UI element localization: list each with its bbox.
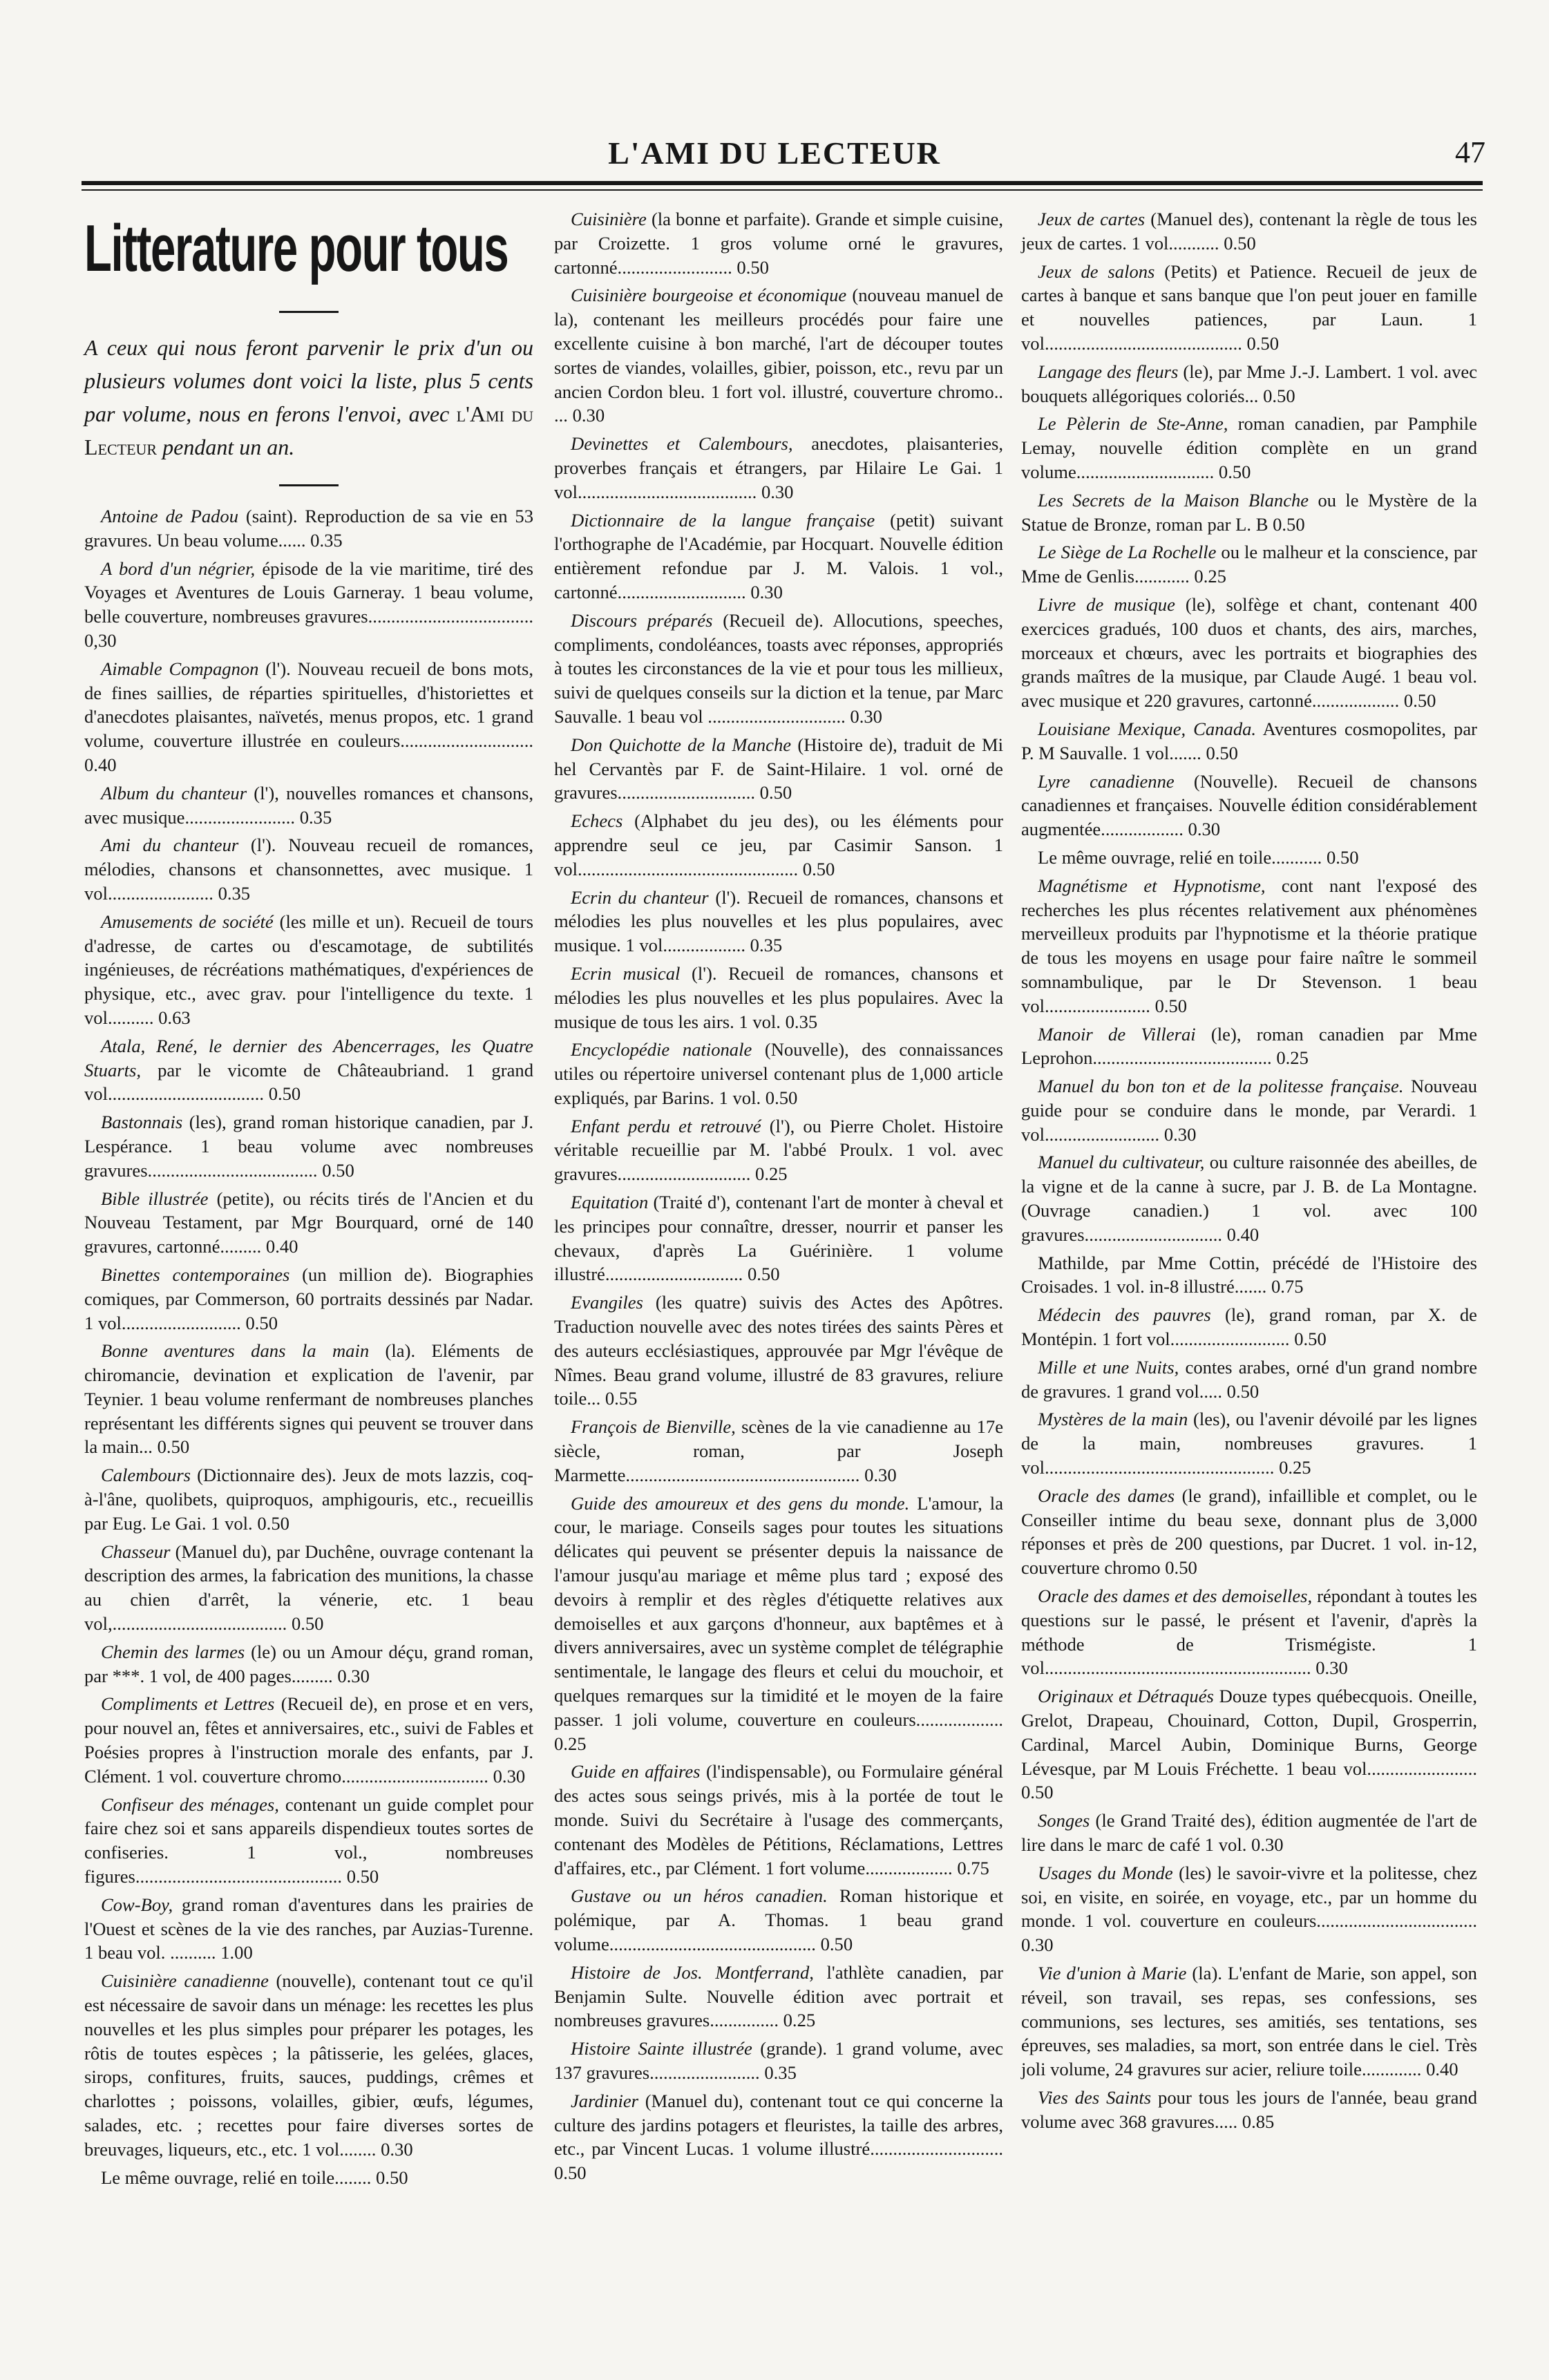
entry-description: (le), solfège et chant, contenant 400 exercices gradués, 100 duos et chants, des airs, marches, morceaux et chœurs, avec les portraits et biographies des grands maîtres de la musique, par Claude Augé. 1 beau vol. avec musique et 220 gravures, cartonné...................: [1021, 593, 1477, 712]
entry-title: Encyclopédie nationale: [571, 1039, 752, 1060]
entry-title: Evangiles: [571, 1292, 643, 1313]
entry-title: Manoir de Villerai: [1038, 1023, 1196, 1045]
catalogue-entry: [554, 1415, 1003, 1487]
catalogue-entry: [1021, 1074, 1477, 1146]
entry-title: Equitation: [571, 1192, 649, 1213]
entry-price: 0.50: [268, 1083, 301, 1105]
entry-description: (le Grand Traité des), édition augmentée de l'art de lire dans le marc de café 1 vol.: [1021, 1810, 1477, 1855]
entry-price: 0.63: [158, 1007, 191, 1028]
entry-price: 0.50: [1218, 461, 1251, 482]
entry-price: 0.50: [1021, 1782, 1054, 1803]
catalogue-entry: [1021, 846, 1477, 870]
entry-title: Guide des amoureux et des gens du monde.: [571, 1492, 910, 1514]
entry-title: Vies des Saints: [1038, 2086, 1152, 2108]
catalogue-entry: [84, 1339, 533, 1459]
column-2: [554, 207, 1003, 2189]
entry-price: 0.75: [1271, 1276, 1304, 1297]
catalogue-entry: [554, 733, 1003, 805]
entry-title: Album du chanteur: [101, 782, 247, 803]
separator-rule: [279, 311, 339, 313]
catalogue-entry: [84, 1463, 533, 1535]
entry-price: 0.30: [864, 1464, 897, 1485]
entry-price: 0.35: [310, 529, 343, 551]
catalogue-entry: [84, 557, 533, 653]
catalogue-entry: [554, 1114, 1003, 1186]
entry-title: Bastonnais: [101, 1112, 183, 1133]
entry-description: (Dictionnaire des). Jeux de mots lazzis, coq-à-l'âne, quolibets, quiproquos, amphigouris, etc., recueillis par Eug. Le Gai. 1 vol.: [84, 1465, 533, 1534]
entry-description: (l'). Nouveau recueil de bons mots, de fines saillies, de réparties spirituelles, d'historiettes et d'anecdotes plaisantes, naïvetés, menus propos, etc. 1 grand volume, couverture illustrée en couleurs.............................: [84, 658, 533, 752]
entry-title: Atala, René, le dernier des Abencerrages, les Quatre Stuarts,: [84, 1035, 533, 1080]
entry-description: (l'). Recueil de romances, chansons et mélodies les plus nouvelles et les plus populaires. Avec la musique de tous les airs. 1 vol.: [554, 962, 1004, 1032]
entry-price: 0.50: [554, 2162, 587, 2184]
entry-title: Antoine de Padou: [101, 506, 239, 526]
catalogue-entry: [84, 1640, 533, 1688]
catalogue-entry: [84, 910, 533, 1030]
entry-description: ou le Mystère de la Statue de Bronze, roman par L. B: [1021, 489, 1477, 535]
entry-price: 0.85: [1242, 2111, 1275, 2132]
entry-description: Le même ouvrage, relié en toile...........: [1038, 846, 1322, 868]
entry-description: scènes de la vie canadienne au 17e siècle, roman, par Joseph Marmette...................................................: [554, 1416, 1003, 1485]
catalogue-entry: [84, 1187, 533, 1259]
catalogue-entry: [554, 207, 1003, 279]
entry-price: 0.25: [1194, 566, 1226, 587]
entry-description: (Alphabet du jeu des), ou les éléments pour apprendre seul ce jeu, par Casimir Sanson. 1 vol................................................: [554, 810, 1003, 879]
entry-list: [554, 207, 1003, 2185]
entry-title: Jeux de salons: [1038, 260, 1155, 282]
entry-title: Don Quichotte de la Manche: [571, 734, 792, 755]
entry-price: 0.35: [750, 935, 783, 956]
catalogue-entry: [554, 1760, 1003, 1880]
entry-title: Aimable Compagnon: [101, 658, 259, 679]
catalogue-entry: [84, 1793, 533, 1889]
entry-description: pour tous les jours de l'année, beau grand volume avec 368 gravures.....: [1021, 2086, 1477, 2132]
entry-title: Les Secrets de la Maison Blanche: [1038, 489, 1309, 511]
entry-title: Manuel du cultivateur,: [1038, 1152, 1205, 1173]
catalogue-entry: [1021, 207, 1477, 256]
entry-title: Lyre canadienne: [1038, 770, 1175, 792]
entry-description: Roman historique et polémique, par A. Thomas. 1 beau grand volume.............................................: [554, 1885, 1003, 1954]
catalogue-entry: [554, 809, 1003, 881]
entry-price: 0.55: [605, 1388, 638, 1409]
entry-title: Cow-Boy,: [101, 1894, 173, 1915]
entry-description: grand roman d'aventures dans les prairies de l'Ouest et scènes de la vie des ranches, par Auzias-Turenne. 1 beau vol. ..........: [84, 1894, 533, 1963]
entry-description: Douze types québecquois. Oneille, Grelot, Drapeau, Chouinard, Cotton, Dupil, Grosperrin, Cardinal, Marcel Aubin, Dominique Burns, George Lévesque, par M Louis Fréchette. 1 beau vol........................: [1021, 1686, 1477, 1779]
catalogue-entry: [84, 1110, 533, 1182]
entry-title: Usages du Monde: [1038, 1862, 1173, 1883]
entry-title: Dictionnaire de la langue française: [571, 509, 875, 531]
catalogue-entry: [1021, 1251, 1477, 1300]
catalogue-entry: [84, 504, 533, 553]
entry-description: (Recueil de). Allocutions, speeches, compliments, condoléances, toasts avec réponses, appropriés à toutes les circonstances de la vie et pour tous les millieux, suivi de quelques conseils sur la diction et la tenue, par Marc Sauvalle. 1 beau vol ..............................: [554, 609, 1004, 727]
intro-text: A ceux qui nous feront parvenir le prix d'un ou plusieurs volumes dont voici la liste, plus 5 cents par volume, nous en ferons l'envoi, avec: [84, 335, 533, 426]
entry-price: 0.35: [218, 882, 251, 904]
entry-title: Devinettes et Calembours,: [571, 433, 793, 455]
entry-title: Histoire Sainte illustrée: [571, 2038, 752, 2059]
entry-price: 0.30: [1188, 819, 1221, 840]
catalogue-entry: [554, 1190, 1003, 1286]
catalogue-entry: [554, 2037, 1003, 2085]
entry-title: Originaux et Détraqués: [1038, 1686, 1214, 1707]
catalogue-entry: [84, 1263, 533, 1335]
running-title: L'AMI DU LECTEUR: [608, 135, 941, 171]
entry-price: 0.50: [737, 256, 769, 278]
catalogue-entry: [1021, 1809, 1477, 1857]
entry-title: Amusements de société: [101, 911, 274, 932]
entry-description: (le), par Mme J.-J. Lambert. 1 vol. avec bouquets allégoriques coloriés...: [1021, 361, 1477, 406]
catalogue-entry: [1021, 540, 1477, 589]
entry-description: (l'), ou Pierre Cholet. Histoire véritable recueillie par M. l'abbé Proulx. 1 vol. avec gravures.............................: [554, 1115, 1003, 1185]
entry-title: Magnétisme et Hypnotisme,: [1038, 875, 1266, 896]
entry-price: 0,30: [84, 629, 117, 651]
entry-title: Le Pèlerin de Ste-Anne,: [1038, 413, 1228, 435]
entry-price: 0.25: [783, 2010, 816, 2031]
catalogue-entry: [554, 1038, 1003, 1110]
header-rule-thin: [82, 189, 1483, 191]
entry-title: Guide en affaires: [571, 1761, 701, 1782]
entry-price: 0.40: [1226, 1224, 1260, 1245]
entry-price: 0.50: [747, 1264, 780, 1285]
catalogue-entry: [84, 833, 533, 905]
entry-price: 0.50: [820, 1933, 853, 1954]
entry-description: répondant à toutes les questions sur le passé, le présent et l'avenir, d'après la méthode de Trismégiste. 1 vol..........................................................: [1021, 1586, 1477, 1679]
entry-price: 0.50: [1403, 690, 1436, 712]
entry-title: Livre de musique: [1038, 593, 1175, 615]
entry-price: 0.30: [750, 581, 783, 602]
entry-price: 0.30: [1021, 1934, 1054, 1956]
entry-description: (la). L'enfant de Marie, son appel, son réveil, son travail, ses repas, ses confessions, ses communions, ses lectures, ses amitiés, ses tentations, ses épreuves, ses maladies, sa mort, son entrée dans le ciel. Très joli volume, 24 gravures sur acier, reliure toile.............: [1021, 1962, 1477, 2080]
entry-description: (le grand), infaillible et complet, ou le Conseiller intime du beau sexe, donnant plus de 3,000 réponses et près de 200 questions, par Ducret. 1 vol. in-12, couverture chromo: [1021, 1485, 1478, 1579]
entry-title: Langage des fleurs: [1038, 361, 1179, 382]
entry-description: Aventures cosmopolites, par P. M Sauvalle. 1 vol.......: [1021, 718, 1477, 763]
entry-description: (Manuel du), contenant tout ce qui concerne la culture des jardins potagers et fleuristes, la taille des arbres, etc., par Vincent Lucas. 1 volume illustré.............................: [554, 2090, 1003, 2160]
entry-description: anecdotes, plaisanteries, proverbes français et étrangers, par Hilaire Le Gai. 1 vol.......................................: [554, 433, 1003, 502]
entry-description: (l'). Recueil de romances, chansons et mélodies les plus nouvelles et les plus populaires, avec musique. 1 vol..................: [554, 886, 1003, 956]
entry-title: Ecrin musical: [571, 962, 681, 984]
catalogue-entry: [84, 1540, 533, 1636]
catalogue-entry: [554, 609, 1003, 729]
entry-description: (le), grand roman, par X. de Montépin. 1 fort vol..........................: [1021, 1304, 1477, 1350]
entry-title: Oracle des dames et des demoiselles,: [1038, 1586, 1313, 1607]
entry-list: [84, 504, 533, 2189]
entry-price: 0.35: [299, 806, 332, 828]
entry-title: Oracle des dames: [1038, 1485, 1175, 1506]
catalogue-entry: [1021, 1961, 1477, 2082]
entry-description: (saint). Reproduction de sa vie en 53 gravures. Un beau volume......: [84, 506, 534, 551]
entry-price: 0.25: [1276, 1047, 1309, 1069]
catalogue-entry: [554, 432, 1003, 504]
catalogue-entry: [1021, 488, 1477, 537]
entry-description: (Recueil de), en prose et en vers, pour nouvel an, fêtes et anniversaires, etc., suivi de Fables et Poésies propres à l'instruction morale des enfants, par J. Clément. 1 vol. couverture chromo................................: [84, 1693, 533, 1787]
entry-title: Calembours: [101, 1465, 191, 1486]
catalogue-entry: [1021, 412, 1477, 484]
entry-description: (la). Eléments de chiromancie, devination et explication de l'avenir, par Teynier. 1 beau volume renfermant de nombreuses planches représentant les différents signes qui peuvent se trouver dans la main...: [84, 1340, 534, 1458]
catalogue-entry: [1021, 260, 1477, 356]
entry-price: 0.50: [322, 1159, 354, 1181]
entry-title: Mystères de la main: [1038, 1409, 1188, 1430]
entry-title: Chasseur: [101, 1541, 171, 1562]
intro-paragraph: [84, 331, 533, 464]
catalogue-entry: [1021, 717, 1477, 765]
entry-description: (l'), nouvelles romances et chansons, avec musique........................: [84, 782, 533, 828]
entry-description: Nouveau guide pour se conduire dans le monde, par Verardi. 1 vol.........................: [1021, 1076, 1477, 1145]
entry-description: ou culture raisonnée des abeilles, de la vigne et de la canne à sucre, par J. B. de La Montagne. (Ouvrage canadien.) 1 vol. avec 100 gravures..............................: [1021, 1152, 1477, 1245]
entry-title: Chemin des larmes: [101, 1641, 245, 1662]
entry-title: Binettes contemporaines: [101, 1264, 290, 1285]
entry-description: (Traité d'), contenant l'art de monter à cheval et les principes pour connaître, dresser, nourrir et panser les chevaux, d'après La Guérinière. 1 volume illustré..............................: [554, 1192, 1003, 1285]
entry-price: 0.50: [1206, 742, 1238, 763]
catalogue-entry: [1021, 1150, 1477, 1246]
entry-description: (le) ou un Amour déçu, grand roman, par ***. 1 vol, de 400 pages.........: [84, 1641, 533, 1686]
entry-title: Manuel du bon ton et de la politesse française.: [1038, 1076, 1404, 1097]
entry-description: Le même ouvrage, relié en toile........: [101, 2167, 372, 2188]
entry-price: 0.30: [493, 1765, 526, 1787]
entry-title: Gustave ou un héros canadien.: [571, 1885, 828, 1907]
entry-price: 0.50: [157, 1436, 190, 1458]
column-3: [1021, 207, 1477, 2138]
entry-title: François de Bienville,: [571, 1416, 736, 1438]
entry-description: (le), roman canadien par Mme Leprohon.......................................: [1021, 1023, 1478, 1069]
entry-description: (Nouvelle), des connaissances utiles ou répertoire universel contenant plus de 1,000 article expliqués, par Barins. 1 vol.: [554, 1039, 1003, 1108]
entry-description: (l'indispensable), ou Formulaire général des actes sous seings privés, mis à la portée de tout le monde. Suivi du Secrétaire à l'usage des commerçants, contenant des Modèles de Pétitions, Réclamations, Lettres d'affaires, etc., par Clément. 1 fort volume...................: [554, 1761, 1004, 1878]
entry-title: Cuisinière bourgeoise et économique: [571, 285, 847, 306]
column-1: [84, 207, 533, 2193]
catalogue-entry: [554, 508, 1003, 604]
catalogue-entry: [1021, 1584, 1477, 1680]
catalogue-entry: [554, 1884, 1003, 1956]
entry-description: (Petits) et Patience. Recueil de jeux de cartes à banque et sans banque que l'on peut jouer en famille et nouvelles patiences, par Laun. 1 vol...........................................: [1021, 260, 1477, 354]
entry-title: Le Siège de La Rochelle: [1038, 542, 1217, 563]
catalogue-entry: [84, 781, 533, 830]
entry-price: 0.50: [257, 1512, 289, 1534]
entry-description: contenant un guide complet pour faire chez soi et sans appareils dispendieux toutes sortes de confiseries. 1 vol., nombreuses figures.............................................: [84, 1793, 533, 1887]
entry-price: 0.50: [1154, 995, 1188, 1016]
entry-description: (les) le savoir-vivre et la politesse, chez soi, en visite, en soirée, en voyage, etc., par un homme du monde. 1 vol. couverture en couleurs...................................: [1021, 1862, 1477, 1932]
header-rule-thick: [82, 181, 1483, 185]
entry-price: 0.30: [1163, 1123, 1197, 1145]
entry-price: 0.50: [1246, 332, 1280, 354]
entry-title: Bonne aventures dans la main: [101, 1340, 370, 1362]
entry-title: Confiseur des ménages,: [101, 1793, 279, 1815]
catalogue-entry: [554, 1492, 1003, 1756]
entry-price: 0.50: [1294, 1329, 1327, 1350]
entry-price: 0.30: [381, 2138, 413, 2160]
entry-description: (Manuel du), par Duchêne, ouvrage contenant la description des armes, la fabrication des munitions, la chasse au chien d'arrêt, la vénerie, etc. 1 beau vol,......................................: [84, 1541, 533, 1635]
entry-description: cont nant l'exposé des recherches les plus récentes relativement aux phénomènes merveilleux produits par l'hypnotisme et la théorie pratique de tous les moyens en usage pour faire naître le sommeil somnambulique, par le Dr Stevenson. 1 beau vol.......................: [1021, 875, 1477, 1016]
entry-price: 0.50: [376, 2167, 408, 2188]
catalogue-entry: [1021, 770, 1477, 841]
entry-description: (petit) suivant l'orthographe de l'Académie, par Hocquart. Nouvelle édition entièrement refondue par J. M. Valois. 1 vol., cartonné............................: [554, 509, 1003, 602]
page-number: 47: [1455, 135, 1485, 169]
entry-title: Ami du chanteur: [101, 835, 239, 856]
catalogue-entry: [1021, 593, 1477, 713]
entry-description: (grande). 1 grand volume, avec 137 gravures........................: [554, 2038, 1003, 2083]
entry-description: Mathilde, par Mme Cottin, précédé de l'Histoire des Croisades. 1 vol. in-8 illustré.......: [1021, 1252, 1477, 1297]
entry-price: 0.50: [346, 1866, 379, 1887]
entry-description: (nouvelle), contenant tout ce qu'il est nécessaire de savoir dans un ménage: les recettes les plus nouvelles et les plus simples pour préparer les potages, les rôtis de toutes espèces ; la pâtisserie, les gelées, glaces, sirops, confitures, fruits, sauces, puddings, crêmes et charlottes ; poissons, volailles, gibier, œufs, légumes, salades, etc. ; recettes pour faire diverses sortes de breuvages, liqueurs, etc., etc. 1 vol........: [84, 1970, 533, 2160]
intro-text-end: pendant un an.: [157, 435, 295, 459]
entry-price: 0.30: [1315, 1657, 1348, 1679]
entry-description: L'amour, la cour, le mariage. Conseils sages pour toutes les situations délicates qui peuvent se présenter depuis la naissance de l'amour jusqu'au mariage et même plus tard ; exposé des devoirs à remplir et des règles d'étiquette relatives aux demoiselles et aux garçons d'honneur, aux baptêmes et à divers anniversaires, avec un système complet de télégraphie sentimentale, le langage des fleurs et celui du mouchoir, et quelques remarques sur la timidité et le moyen de la faire passer. 1 joli volume, couverture en couleurs...................: [554, 1492, 1003, 1730]
catalogue-entry: [554, 283, 1003, 428]
entry-title: Ecrin du chanteur: [571, 886, 709, 908]
entry-description: (petite), ou récits tirés de l'Ancien et du Nouveau Testament, par Mgr Bourquard, orné de 140 gravures, cartonné.........: [84, 1188, 533, 1257]
entry-description: (Histoire de), traduit de Mi hel Cervantès par F. de Saint-Hilaire. 1 vol. orné de gravures..............................: [554, 734, 1004, 803]
catalogue-entry: [1021, 1684, 1477, 1805]
entry-title: Discours préparés: [571, 609, 713, 631]
entry-title: Jardinier: [571, 2090, 638, 2111]
entry-price: 0.30: [761, 481, 794, 502]
entry-price: 0.40: [265, 1236, 298, 1257]
entry-description: (la bonne et parfaite). Grande et simple cuisine, par Croizette. 1 gros volume orné le gravures, cartonné.........................: [554, 209, 1003, 278]
catalogue-entry: [554, 2089, 1003, 2185]
entry-description: (les mille et un). Recueil de tours d'adresse, de cartes ou d'escamotage, de subtilités ingénieuses, de récréations mathématiques, d'expériences de physique, etc., avec grav. pour l'intelligence du texte. 1 vol..........: [84, 911, 533, 1028]
entry-price: 0.30: [337, 1665, 370, 1686]
entry-price: 0.30: [850, 705, 882, 727]
entry-title: Vie d'union à Marie: [1038, 1962, 1187, 1983]
entry-price: 0.40: [1426, 2059, 1458, 2080]
catalogue-entry: [84, 1692, 533, 1788]
entry-price: 0.30: [1251, 1834, 1284, 1855]
entry-description: l'athlète canadien, par Benjamin Sulte. Nouvelle édition avec portrait et nombreuses gravures...............: [554, 1961, 1003, 2031]
catalogue-entry: [1021, 1355, 1477, 1404]
entry-price: 0.50: [245, 1312, 278, 1333]
catalogue-entry: [1021, 1407, 1477, 1479]
catalogue-entry: [84, 1893, 533, 1965]
entry-price: 0.50: [1165, 1557, 1197, 1579]
catalogue-entry: [1021, 874, 1477, 1018]
entry-price: 0.40: [84, 754, 117, 775]
catalogue-entry: [1021, 1022, 1477, 1071]
entry-description: ou le malheur et la conscience, par Mme de Genlis............: [1021, 542, 1477, 587]
entry-price: 0.35: [785, 1011, 818, 1032]
catalogue-entry: [1021, 1861, 1477, 1957]
entry-description: roman canadien, par Pamphile Lemay, nouvelle édition complète en un grand volume..............................: [1021, 413, 1477, 482]
entry-description: (l'). Nouveau recueil de romances, mélodies, chansons et chansonnettes, avec musique. 1 vol.......................: [84, 835, 533, 904]
entry-title: Cuisinière canadienne: [101, 1970, 269, 1992]
entry-title: Enfant perdu et retrouvé: [571, 1115, 761, 1136]
entry-price: 0.50: [765, 1087, 798, 1108]
intro-journal-name: l'Ami du Lecteur: [84, 401, 533, 459]
catalogue-entry: [1021, 1303, 1477, 1351]
entry-description: (Nouvelle). Recueil de chansons canadiennes et françaises. Nouvelle édition considérablement augmentée..................: [1021, 770, 1477, 840]
entry-description: (les), grand roman historique canadien, par J. Lespérance. 1 beau volume avec nombreuses gravures.....................................: [84, 1112, 533, 1181]
entry-description: contes arabes, orné d'un grand nombre de gravures. 1 grand vol.....: [1021, 1356, 1477, 1402]
catalogue-entry: [84, 657, 533, 777]
separator-rule: [279, 484, 339, 486]
entry-title: Louisiane Mexique, Canada.: [1038, 718, 1257, 739]
entry-description: (un million de). Biographies comiques, par Commerson, 60 portraits dessinés par Nadar. 1 vol..........................: [84, 1264, 534, 1333]
entry-title: Songes: [1038, 1810, 1090, 1831]
entry-price: 0.75: [957, 1857, 989, 1878]
entry-description: (Manuel des), contenant la règle de tous les jeux de cartes. 1 vol...........: [1021, 209, 1477, 254]
entry-title: A bord d'un négrier,: [101, 558, 256, 579]
entry-price: 0.25: [554, 1733, 587, 1754]
catalogue-entry: [84, 2166, 533, 2190]
entry-price: 0.50: [1224, 232, 1256, 254]
catalogue-entry: [84, 1969, 533, 2161]
entry-price: 0.50: [291, 1613, 324, 1635]
catalogue-entry: [84, 1034, 533, 1106]
entry-description: par le vicomte de Châteaubriand. 1 grand vol..................................: [84, 1059, 533, 1105]
entry-list: [1021, 207, 1477, 2134]
catalogue-entry: [554, 962, 1003, 1034]
entry-price: 0.50: [802, 858, 835, 879]
entry-description: (les), ou l'avenir dévoilé par les lignes de la main, nombreuses gravures. 1 vol..................................................: [1021, 1409, 1477, 1478]
catalogue-entry: [1021, 2086, 1477, 2134]
entry-title: Mille et une Nuits,: [1038, 1356, 1179, 1378]
entry-price: 0.30: [572, 405, 605, 426]
entry-price: 0.50: [1263, 385, 1295, 406]
entry-description: (les quatre) suivis des Actes des Apôtres. Traduction nouvelle avec des notes tirées des saints Pères et des auteurs ecclésiastiques, approuvée par Mgr l'évêque de Nîmes. Beau grand volume, illustré de 83 gravures, reliure toile...: [554, 1292, 1003, 1409]
entry-title: Histoire de Jos. Montferrand,: [571, 1961, 814, 1983]
entry-title: Cuisinière: [571, 209, 647, 229]
entry-title: Jeux de cartes: [1038, 209, 1146, 229]
page-header: [0, 128, 1549, 183]
entry-price: 1.00: [220, 1942, 253, 1963]
entry-price: 0.50: [759, 782, 792, 803]
catalogue-entry: [554, 1291, 1003, 1411]
catalogue-entry: [554, 886, 1003, 958]
entry-title: Bible illustrée: [101, 1188, 209, 1209]
entry-title: Médecin des pauvres: [1038, 1304, 1211, 1326]
catalogue-entry: [1021, 1484, 1477, 1580]
section-title: Litterature pour tous: [84, 211, 509, 285]
entry-price: 0.25: [1279, 1457, 1311, 1478]
entry-title: Compliments et Lettres: [101, 1693, 275, 1715]
entry-description: épisode de la vie maritime, tiré des Voyages et Aventures de Louis Garneray. 1 beau volume, belle couverture, nombreuses gravures....................................: [84, 558, 534, 627]
entry-price: 0.50: [1226, 1380, 1260, 1402]
entry-description: (nouveau manuel de la), contenant les meilleurs procédés pour faire une excellente cuisine à bon marché, l'art de découper toutes sortes de viandes, volailles, gibier, poisson, etc., revu par un ancien Cordon bleu. 1 fort vol. illustré, couverture chromo.. ...: [554, 285, 1003, 426]
entry-price: 0.35: [764, 2062, 797, 2083]
catalogue-entry: [1021, 360, 1477, 408]
entry-title: Echecs: [571, 810, 623, 832]
catalogue-entry: [554, 1961, 1003, 2032]
entry-price: 0.25: [755, 1163, 788, 1185]
entry-price: 0.50: [1326, 846, 1359, 868]
entry-price: 0.50: [1273, 513, 1305, 535]
